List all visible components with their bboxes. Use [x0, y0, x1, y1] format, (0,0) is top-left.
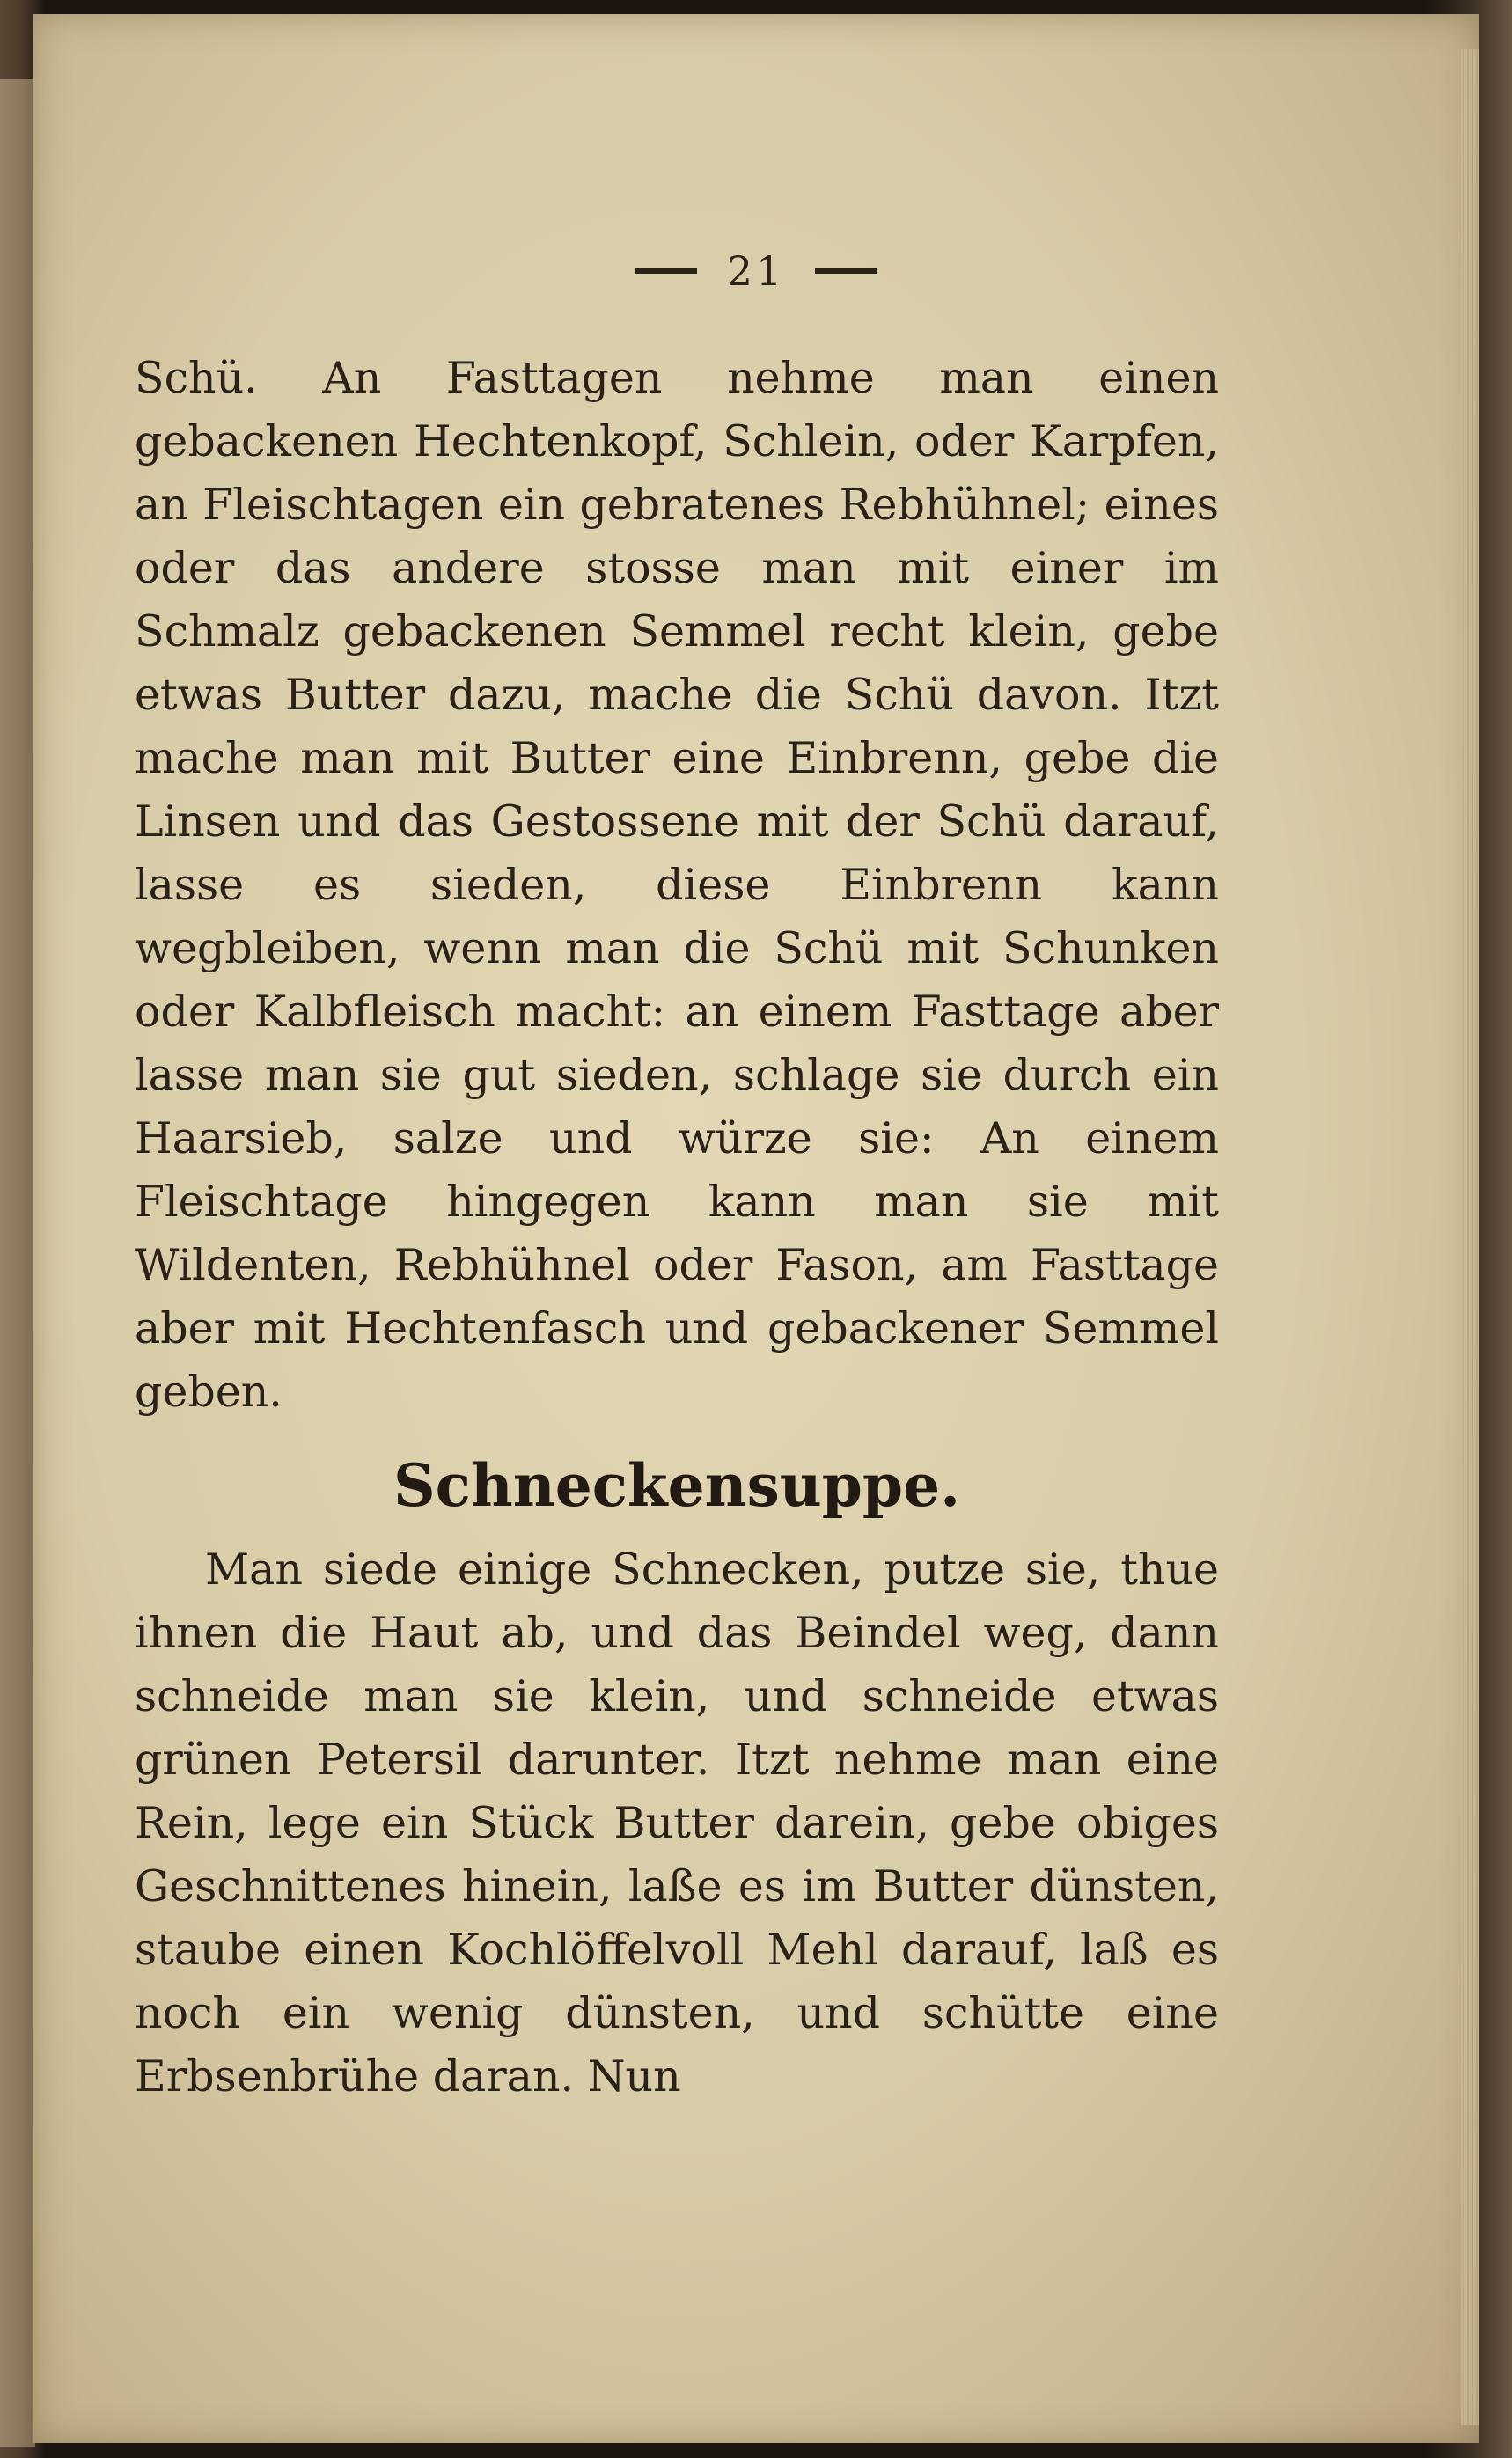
header-dash-right	[815, 268, 877, 274]
header-dash-left	[635, 268, 697, 274]
recipe-heading: Schneckensuppe.	[393, 1451, 961, 1520]
page-header	[33, 245, 1479, 297]
page-text	[135, 347, 1219, 2109]
page-stack-edge	[1461, 49, 1479, 2425]
paragraph-recipe: Man siede einige Schnecken, putze sie, thue ihnen die Haut ab, und das Beindel weg, dann schneide man sie klein, und schneide etwas grünen Petersil darunter. Itzt nehme man eine Rein, lege ein Stück Butter darein, gebe obiges Geschnittenes hinein, laße es im Butter dünsten, staube einen Kochlöffelvoll Mehl darauf, laß es noch ein wenig dünsten, und schütte eine Erbsenbrühe daran. Nun	[135, 1545, 1219, 2102]
paragraph-continued: Schü. An Fasttagen nehme man einen gebackenen Hechtenkopf, Schlein, oder Karpfen, an Fleischtagen ein gebratenes Rebhühnel; eines oder das andere stosse man mit einer im Schmalz gebackenen Semmel recht klein, gebe etwas Butter dazu, mache die Schü davon. Itzt mache man mit Butter eine Einbrenn, gebe die Linsen und das Gestossene mit der Schü darauf, lasse es sieden, diese Einbrenn kann wegbleiben, wenn man die Schü mit Schunken oder Kalbfleisch macht: an einem Fasttage aber lasse man sie gut sieden, schlage sie durch ein Haarsieb, salze und würze sie: An einem Fleischtage hingegen kann man sie mit Wildenten, Rebhühnel oder Fason, am Fasttage aber mit Hechtenfasch und gebackener Semmel geben.	[135, 353, 1219, 1417]
page-number: 21	[726, 247, 786, 295]
previous-page-edge	[0, 79, 35, 2447]
book-page	[33, 14, 1479, 2443]
